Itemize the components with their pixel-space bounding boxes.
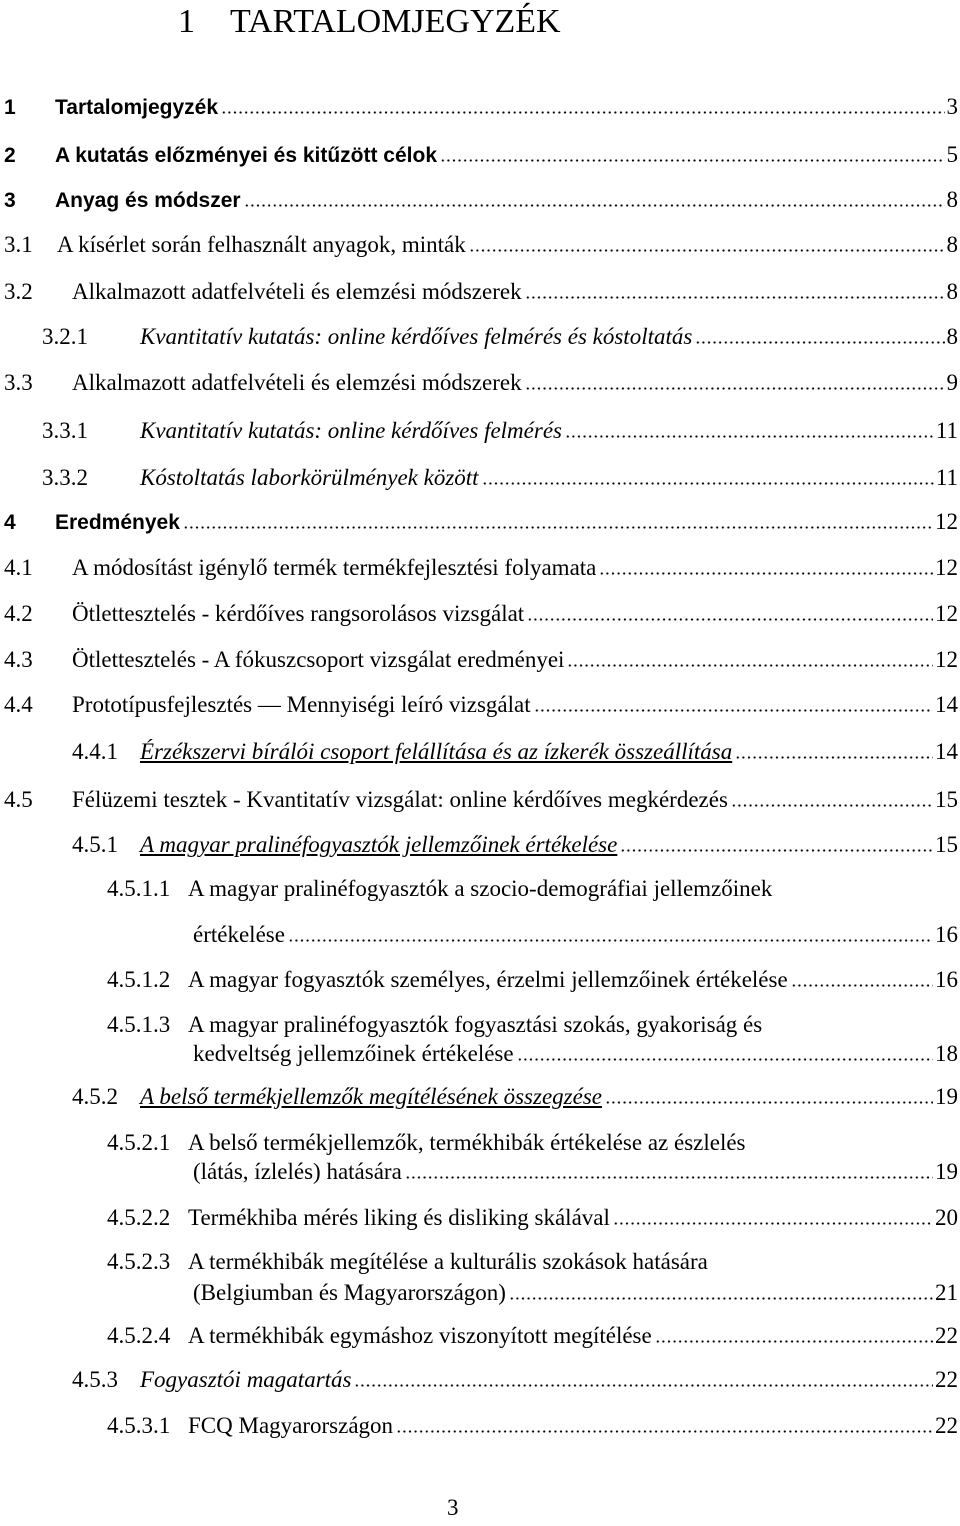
dot-leader [655,1340,933,1343]
dot-leader [482,482,934,485]
toc-entry-number: 4.5.2 [72,1084,118,1109]
toc-entry-number: 4 [4,511,16,534]
toc-entry-number: 3.2.1 [42,324,88,349]
toc-entry-number: 3.2 [4,279,33,304]
dot-leader [396,1430,933,1433]
toc-entry-title-continued: kedveltség jellemzőinek értékelése [193,1041,514,1066]
dot-leader [221,111,944,114]
toc-entry-3-3-1[interactable] [42,416,958,446]
toc-entry-page: 12 [935,601,958,626]
dot-leader [695,341,944,344]
toc-entry-4-4-1[interactable] [72,737,958,767]
toc-entry-title: A módosítást igénylő termék termékfejlesztési folyamata [72,555,597,580]
toc-entry-3-3-2[interactable] [42,463,958,493]
toc-entry-number: 4.2 [4,601,33,626]
toc-entry-4-1[interactable] [4,553,958,583]
toc-entry-title-continued: értékelése [193,922,285,947]
toc-entry-number: 3.3.2 [42,465,88,490]
toc-entry-number: 4.5.3 [72,1367,118,1392]
toc-entry-title: A magyar fogyasztók személyes, érzelmi jellemzőinek értékelése [188,967,788,992]
toc-entry-page: 12 [935,647,958,672]
toc-entry-page: 12 [935,555,958,580]
toc-entry-4[interactable] [4,507,958,537]
toc-entry-title: A magyar pralinéfogyasztók a szocio-demográfiai jellemzőinek [188,876,773,901]
toc-entry-number: 2 [4,144,16,167]
dot-leader [567,664,933,667]
toc-entry-page: 8 [946,324,958,349]
toc-entry-title: Alkalmazott adatfelvételi és elemzési módszerek [72,279,522,304]
toc-entry-3-3[interactable] [4,368,958,398]
toc-entry-page: 16 [935,922,958,947]
toc-entry-page: 12 [935,509,958,534]
toc-entry-page: 3 [946,94,958,119]
toc-entry-page: 11 [935,465,958,490]
toc-entry-title-continued: (Belgiumban és Magyarországon) [193,1280,506,1305]
dot-leader [244,204,945,207]
toc-entry-2[interactable] [4,140,958,170]
toc-entry-3[interactable] [4,185,958,215]
dot-leader [620,849,933,852]
dot-leader [288,939,933,942]
page-title-text: TARTALOMJEGYZÉK [230,3,561,40]
toc-entry-page: 19 [935,1159,958,1184]
toc-entry-page: 14 [935,692,958,717]
toc-entry-number: 4.5.2.4 [107,1323,171,1348]
toc-entry-title: FCQ Magyarországon [188,1413,394,1438]
toc-entry-title: Alkalmazott adatfelvételi és elemzési módszerek [72,370,522,395]
toc-entry-page: 8 [946,232,958,257]
toc-entry-4-5[interactable] [4,785,958,815]
toc-entry-title: A belső termékjellemzők, termékhibák értékelése az észlelés [188,1130,746,1155]
toc-entry-4-5-3-1[interactable] [107,1411,958,1441]
dot-leader [527,618,933,621]
toc-entry-3-2-1[interactable] [42,322,958,352]
dot-leader [183,526,933,529]
toc-entry-4-5-2-4[interactable] [107,1321,958,1351]
toc-entry-page: 9 [946,370,958,395]
toc-entry-title: A termékhibák egymáshoz viszonyított megítélése [188,1323,652,1348]
toc-entry-title: Félüzemi tesztek - Kvantitatív vizsgálat: online kérdőíves megkérdezés [72,787,728,812]
dot-leader [599,572,933,575]
toc-entry-line-1 [107,874,958,904]
toc-entry-number: 4.5.1.3 [107,1012,171,1037]
dot-leader [525,296,945,299]
toc-entry-title: A kutatás előzményei és kitűzött célok [55,144,438,167]
toc-entry-title: Eredmények [55,511,180,534]
dot-leader [525,387,945,390]
toc-entry-title: Kóstoltatás laborkörülmények között [140,465,479,490]
dot-leader [517,1058,933,1061]
toc-entry-page: 14 [935,739,958,764]
toc-entry-4-5-2[interactable] [72,1082,958,1112]
toc-entry-4-4[interactable] [4,690,958,720]
dot-leader [731,804,933,807]
toc-entry-title: Anyag és módszer [55,189,241,212]
toc-entry-title: Prototípusfejlesztés ― Mennyiségi leíró vizsgálat [72,692,531,717]
toc-entry-page: 20 [935,1205,958,1230]
toc-entry-page: 11 [935,418,958,443]
dot-leader [509,1297,933,1300]
toc-entry-title: Termékhiba mérés liking és disliking skálával [188,1205,610,1230]
toc-entry-number: 3.3.1 [42,418,88,443]
toc-entry-line-1 [107,1128,958,1158]
toc-entry-number: 3 [4,189,16,212]
toc-entry-title: Kvantitatív kutatás: online kérdőíves felmérés és kóstoltatás [140,324,693,349]
dot-leader [791,984,933,987]
toc-entry-4-5-1-2[interactable] [107,965,958,995]
toc-entry-number: 4.5.2.2 [107,1205,171,1230]
toc-entry-number: 4.1 [4,555,33,580]
page-title [178,0,561,44]
dot-leader [405,1176,933,1179]
toc-entry-line-2 [193,1039,958,1069]
toc-entry-page: 22 [935,1413,958,1438]
toc-entry-page: 8 [946,279,958,304]
toc-entry-line-2 [193,920,958,950]
toc-entry-page: 22 [935,1323,958,1348]
toc-entry-title: A magyar pralinéfogyasztók jellemzőinek értékelése [140,832,618,857]
dot-leader [440,159,944,162]
toc-entry-number: 4.5.2.1 [107,1130,171,1155]
toc-entry-4-5-1[interactable] [72,830,958,860]
toc-entry-number: 4.5.3.1 [107,1413,171,1438]
toc-entry-line-2 [193,1157,958,1187]
dot-leader [469,249,945,252]
dot-leader [354,1384,933,1387]
toc-entry-4-3[interactable] [4,645,958,675]
toc-entry-number: 4.5.1.1 [107,876,171,901]
toc-entry-number: 4.5.1.2 [107,967,171,992]
toc-entry-number: 4.3 [4,647,33,672]
toc-entry-title-continued: (látás, ízlelés) hatására [193,1159,402,1184]
toc-entry-4-5-2-2[interactable] [107,1203,958,1233]
toc-entry-page: 18 [935,1041,958,1066]
toc-entry-3-2[interactable] [4,277,958,307]
toc-entry-title: Érzékszervi bírálói csoport felállítása és az ízkerék összeállítása [140,739,733,764]
toc-entry-title: A belső termékjellemzők megítélésének összegzése [140,1084,602,1109]
toc-entry-title: Tartalomjegyzék [55,96,219,119]
dot-leader [534,709,933,712]
toc-entry-1[interactable] [4,92,958,122]
toc-entry-title: A kísérlet során felhasznált anyagok, minták [57,232,466,257]
toc-entry-number: 4.4.1 [72,739,118,764]
toc-entry-page: 19 [935,1084,958,1109]
toc-entry-line-1 [107,1010,958,1040]
toc-entry-3-1[interactable] [4,230,958,260]
toc-entry-number: 1 [4,96,16,119]
toc-entry-title: A termékhibák megítélése a kulturális szokások hatására [188,1249,708,1274]
toc-entry-page: 16 [935,967,958,992]
page-title-number: 1 [178,3,195,40]
toc-entry-page: 8 [946,187,958,212]
dot-leader [613,1222,933,1225]
toc-entry-number: 3.3 [4,370,33,395]
toc-entry-title: Ötlettesztelés - kérdőíves rangsorolásos vizsgálat [72,601,525,626]
toc-entry-number: 4.5.2.3 [107,1249,171,1274]
toc-entry-title: Kvantitatív kutatás: online kérdőíves felmérés [140,418,562,443]
toc-entry-title: Ötlettesztelés - A fókuszcsoport vizsgálat eredményei [72,647,565,672]
toc-entry-4-2[interactable] [4,599,958,629]
toc-entry-line-2 [193,1278,958,1308]
toc-entry-page: 21 [935,1280,958,1305]
toc-entry-page: 15 [935,832,958,857]
toc-entry-page: 5 [946,142,958,167]
toc-entry-4-5-3[interactable] [72,1365,958,1395]
toc-entry-number: 3.1 [4,232,33,257]
page-number: 3 [447,1495,459,1520]
toc-entry-line-1 [107,1247,958,1277]
toc-entry-title: A magyar pralinéfogyasztók fogyasztási szokás, gyakoriság és [188,1012,763,1037]
dot-leader [605,1101,933,1104]
toc-entry-number: 4.4 [4,692,33,717]
toc-entry-page: 22 [935,1367,958,1392]
toc-entry-number: 4.5 [4,787,33,812]
dot-leader [735,756,933,759]
toc-entry-page: 15 [935,787,958,812]
dot-leader [565,435,934,438]
toc-entry-number: 4.5.1 [72,832,118,857]
toc-entry-title: Fogyasztói magatartás [140,1367,352,1392]
